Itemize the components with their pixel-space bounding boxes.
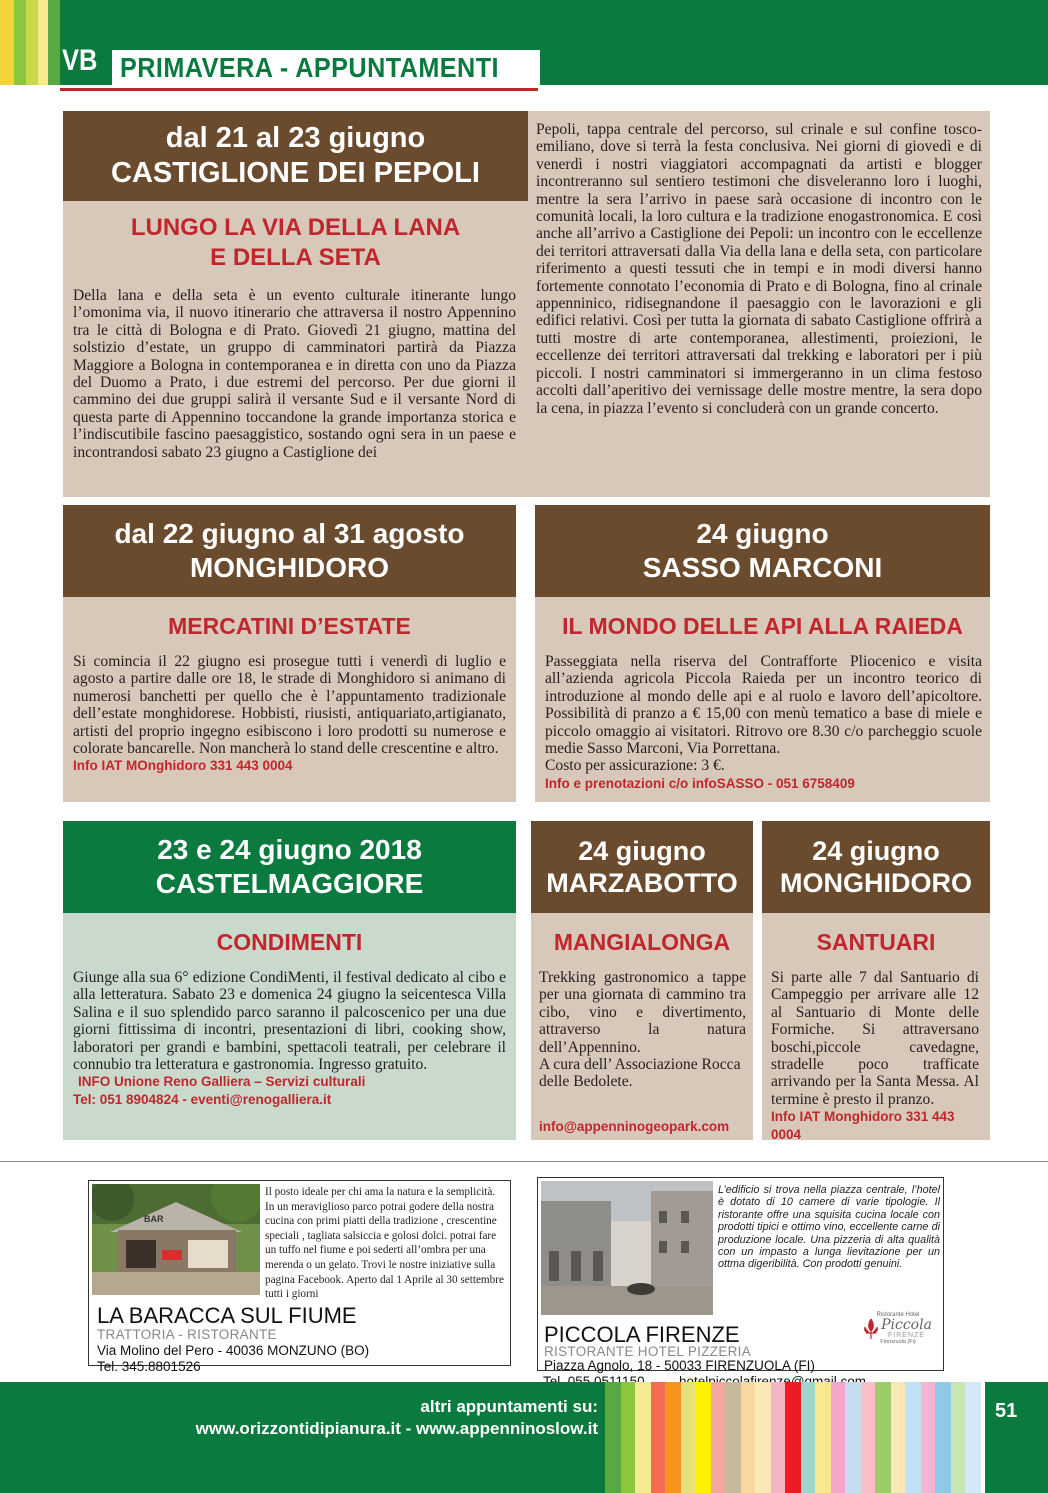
footer-links[interactable]: www.orizzontidipianura.it - www.appenninoslow.it (195, 1419, 598, 1438)
ad-kind: TRATTORIA - RISTORANTE (97, 1327, 277, 1342)
event-date: 24 giugno (812, 835, 940, 866)
ad-photo (541, 1181, 713, 1315)
event-marzabotto (531, 821, 753, 1140)
ad-name: LA BARACCA SUL FIUME (97, 1303, 357, 1328)
event-title: SANTUARI (816, 929, 936, 955)
event-date: dal 22 giugno al 31 agosto (114, 518, 465, 550)
event-header (531, 821, 753, 913)
ad-address: Piazza Agnolo, 18 - 50033 FIRENZUOLA (FI) (544, 1358, 815, 1373)
event-title: IL MONDO DELLE API ALLA RAIEDA (562, 613, 963, 639)
ad-description: L’edificio si trova nella piazza centrale, l’hotel è dotato di 10 camere di varie tipologie. Il ristorante offre una squisita cucina locale con prodotti tipici e ottimo vino, eccellente carne di produzione locale. Una pizzeria di alta qualità con un impasto a lunga lievitazione per un ottma digeribilità. Con prodotti genuini. (718, 1184, 940, 1271)
event-body-continued: Pepoli, tappa centrale del percorso, sul crinale e sul confine tosco-emiliano, dove si terrà la festa conclusiva. Nei giorni di giovedì e di venerdì i nostri viaggiatori accompagnati da artisti e blogger incontreranno sul sentiero testimoni che disveleranno loro i luoghi, mentre la sera l’arrivo in paese sarà occasione di incontro con le comunità locali, la loro cultura e la tradizione enogastronomica. E così anche all’arrivo a Castiglione dei Pepoli: un incontro con le eccellenze dei territori attraversati dalla Via della lana e della seta, con particolare riferimento a questi tessuti che in tempi e in modi diversi hanno fortemente connotato l’economia di Prato e di Bologna, fino al crinale appenninico, ridisegnandone il paesaggio con le lavorazioni e gli edifici relativi. Così per tutta la giornata di sabato Castiglione offrirà a tutti mostre di arte contemporanea, allestimenti, proiezioni, le eccellenze dei territori attraversati dal trekking e laboratori per i più piccoli. I nostri camminatori si immergeranno in un clima festoso accolti dall’aperitivo dei vernissage delle mostre mentre, la sera dopo la cena, in piazza l’evento si concluderà con un grande concerto. (536, 121, 982, 417)
photo-sign: BAR (144, 1214, 164, 1224)
page-number-band (985, 1382, 1048, 1493)
event-date: 24 giugno (578, 835, 706, 866)
event-place: MONGHIDORO (189, 552, 390, 583)
ad-name: PICCOLA FIRENZE (544, 1322, 740, 1347)
ad-kind: RISTORANTE HOTEL PIZZERIA (544, 1344, 752, 1359)
event-castiglione (63, 111, 528, 497)
event-place: CASTELMAGGIORE (155, 868, 424, 899)
event-cost: Costo per assicurazione: 3 €. (545, 757, 725, 775)
event-place: SASSO MARCONI (642, 552, 883, 583)
event-body: Trekking gastronomico a tappe per una giornata di cammino tra cibo, vino e divertimento, attraverso la natura dell’Appennino. A cura dell’ Associazione Rocca delle Bedolete. (539, 969, 746, 1091)
event-body: Passeggiata nella riserva del Contrafforte Pliocenico e visita all’azienda agricola Piccola Raieda per un incontro teorico di introduzione al mondo delle api e al ruolo e lavoro dell’apicoltore. Possibilità di pranzo a € 15,00 con menù tematico a base di miele e piccolo omaggio ai visitatori. Ritrovo ore 8.30 c/o parcheggio scuole medie Sasso Marconi, Via Porrettana. Costo per assicurazione: 3 €. Info e prenotazioni c/o infoSASSO - 051 6758409 (545, 653, 982, 791)
event-title: CONDIMENTI (216, 929, 363, 955)
event-place: MARZABOTTO (546, 868, 738, 898)
ads-separator (0, 1161, 1048, 1162)
event-body: Della lana e della seta è un evento culturale itinerante lungo l’omonima via, il nuovo itinerario che attraversa il nostro Appennino tra le città di Bologna e di Prato. Giovedì 21 giugno, mattina del solstizio d’estate, un gruppo di camminatori partirà da Piazza Maggiore a Bologna in contemporanea e in diretta con uno da Piazza del Duomo a Prato, i due estremi del percorso. Per due giorni il cammino dei due gruppi salirà il versante Sud e il versante Nord di questa parte di Appennino toccandone la grande importanza storica e l’indiscutibile fascino paesaggistico, sostando ogni sera in un paese e incontrandosi sabato 23 giugno a Castiglione dei (73, 287, 516, 461)
footer-caption: altri appuntamenti su: (420, 1397, 598, 1416)
event-date: dal 21 al 23 giugno (165, 122, 426, 155)
page-title: PRIMAVERA - APPUNTAMENTI (120, 52, 499, 83)
event-header (63, 111, 528, 201)
event-info: Info IAT Monghidoro 331 443 0004 (771, 1109, 955, 1142)
event-body: Si comincia il 22 giugno esi prosegue tutti i venerdì di luglio e agosto a partire dalle ore 18, le strade di Monghidoro si animano di numerosi banchetti per quello che è l’appuntamento tradizionale dell’estate monghidorese. Hobbisti, riusisti, antiquariato,artigianato, artisti del proprio ingegno esibiscono i loro prodotti su numerose e colorate bancarelle. Non mancherà lo stand delle crescentine e altro. Info IAT MOnghidoro 331 443 0004 (73, 653, 506, 774)
logo-mark: Piccola FIRENZE (856, 1318, 940, 1339)
page-number: 51 (995, 1400, 1018, 1422)
event-castiglione-continued (528, 111, 990, 497)
event-body: Giunge alla sua 6° edizione CondiMenti, il festival dedicato al cibo e alla letteratura. Sabato 23 e domenica 24 giugno la seicentesca Villa Salina e il suo splendido parco saranno il palcoscenico per una due giorni fittissima di incontri, presentazioni di libri, cooking show, laboratori per grandi e bambini, spettacoli teatrali, per celebrare il connubio tra letteratura e gastronomia. Ingresso gratuito. INFO Unione Reno Galliera – Servizi culturali Tel: 051 8904824 - eventi@renogalliera.it (73, 969, 506, 1107)
hotel-logo: Ristorante Hotel Piccola FIRENZE Firenzuola (Fi) (856, 1312, 940, 1360)
footer-stripes (605, 1382, 985, 1493)
section-logo: VB (62, 44, 98, 77)
event-header (535, 505, 990, 597)
restaurant-photo (92, 1184, 260, 1295)
event-castelmaggiore (63, 821, 516, 1140)
event-title: LUNGO LA VIA DELLA LANA E DELLA SETA (130, 214, 461, 271)
event-place: MONGHIDORO (780, 868, 972, 898)
event-monghidoro-santuari (762, 821, 990, 1140)
fleur-de-lis-icon (864, 1319, 878, 1339)
ad-piccola-firenze (537, 1177, 944, 1371)
ad-address: Via Molino del Pero - 40036 MONZUNO (BO) (97, 1343, 370, 1358)
event-body: Si parte alle 7 dal Santuario di Campeggio per arrivare alle 12 al Santuario di Monte delle Formiche. Si attraversano boschi,piccole cavedagne, stradelle poco trafficate arrivando per la Santa Messa. Al termine è presto il pranzo. Info IAT Monghidoro 331 443 0004 (771, 969, 979, 1142)
event-title: MANGIALONGA (553, 929, 731, 955)
ad-description: Il posto ideale per chi ama la natura e la semplicità. In un meraviglioso parco potrai godere della nostra cucina con primi piatti della tradizione , crescentine speciali , tagliata salsiccia e golosi dolci. potrai fare un tuffo nel fiume e poi sederti all’ombra per una merenda o un gelato. Trovi le nostre iniziative sulla pagina Facebook. Aperto dal 1 Aprile al 30 settembre tutti i giorni (265, 1186, 504, 1301)
event-header (63, 505, 516, 597)
ad-photo (92, 1184, 260, 1295)
ad-la-baracca (88, 1180, 511, 1374)
event-header (63, 821, 516, 913)
event-date: 24 giugno (696, 518, 829, 550)
event-date: 23 e 24 giugno 2018 (157, 834, 422, 866)
event-monghidoro-mercatini (63, 505, 516, 802)
event-info: info@appenninogeopark.com (539, 1119, 730, 1134)
title-underline (60, 88, 538, 91)
event-header (762, 821, 990, 913)
event-info: Info IAT MOnghidoro 331 443 0004 (73, 758, 293, 774)
event-info-contact: Tel: 051 8904824 - eventi@renogalliera.it (73, 1091, 332, 1107)
header-stripes (0, 0, 60, 85)
event-info-organizer: INFO Unione Reno Galliera – Servizi culturali (78, 1074, 366, 1090)
event-place: CASTIGLIONE DEI PEPOLI (111, 157, 480, 189)
event-title: MERCATINI D’ESTATE (168, 613, 411, 639)
hotel-photo (541, 1181, 713, 1315)
event-sasso-marconi (535, 505, 990, 802)
ad-phone: Tel. 345.8801526 (97, 1359, 201, 1374)
event-info: Info e prenotazioni c/o infoSASSO - 051 6758409 (545, 775, 855, 791)
